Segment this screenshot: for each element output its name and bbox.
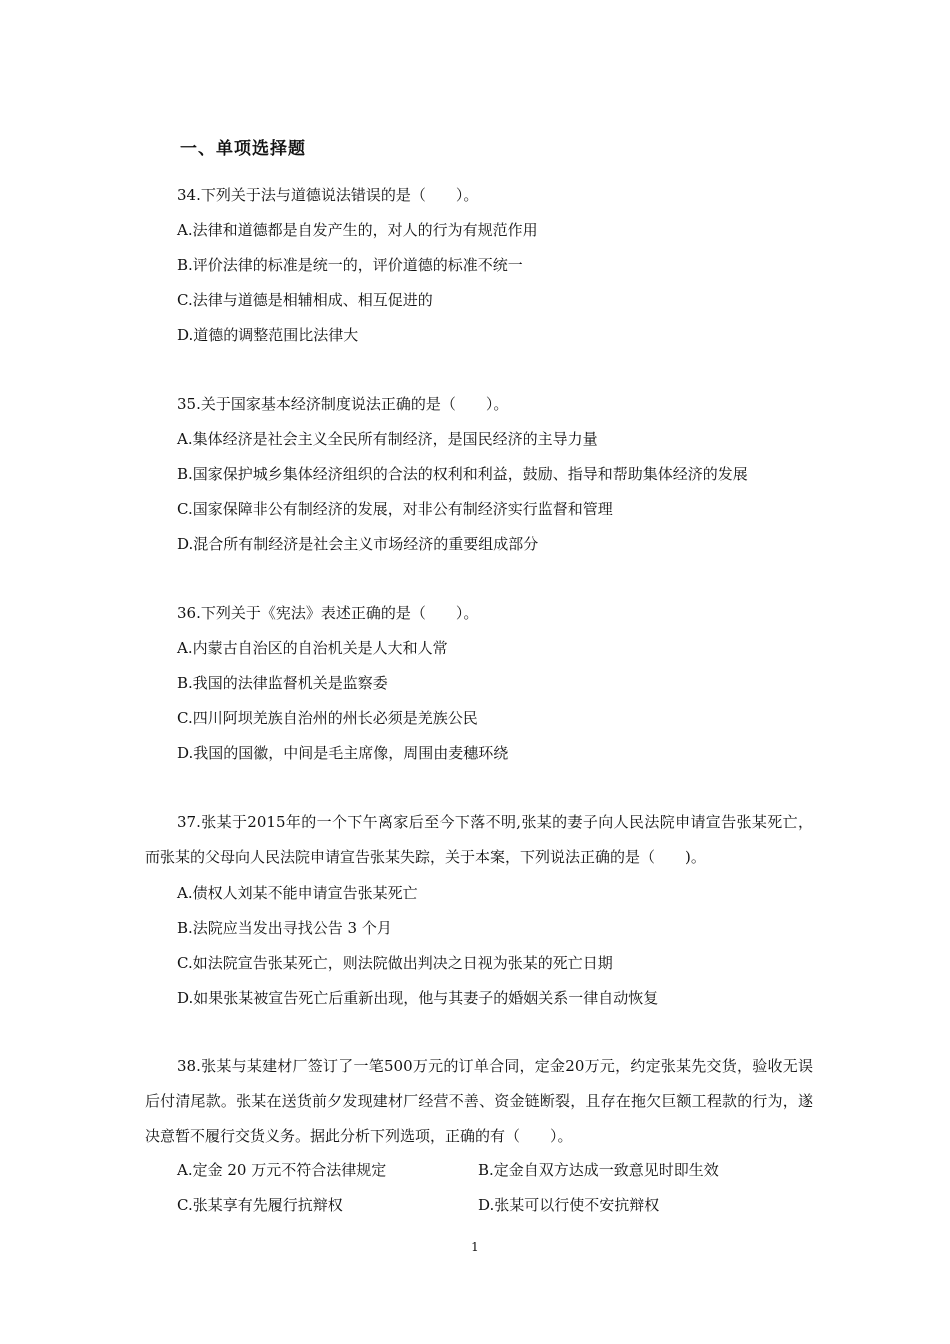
- question-34-option-b: B.评价法律的标准是统一的，评价道德的标准不统一: [177, 256, 523, 274]
- question-38-option-c: C.张某享有先履行抗辩权: [177, 1196, 343, 1214]
- question-34-option-c: C.法律与道德是相辅相成、相互促进的: [177, 291, 433, 309]
- question-36-option-b: B.我国的法律监督机关是监察委: [177, 674, 388, 692]
- question-36-option-c: C.四川阿坝羌族自治州的州长必须是羌族公民: [177, 709, 478, 727]
- question-34-option-d: D.道德的调整范围比法律大: [177, 326, 359, 344]
- question-34-option-a: A.法律和道德都是自发产生的，对人的行为有规范作用: [177, 221, 538, 239]
- question-37-option-a: A.债权人刘某不能申请宣告张某死亡: [177, 884, 418, 902]
- question-37-option-d: D.如果张某被宣告死亡后重新出现，他与其妻子的婚姻关系一律自动恢复: [177, 989, 659, 1007]
- question-38-option-b: B.定金自双方达成一致意见时即生效: [478, 1161, 719, 1179]
- question-37-option-c: C.如法院宣告张某死亡，则法院做出判决之日视为张某的死亡日期: [177, 954, 613, 972]
- question-37-option-b: B.法院应当发出寻找公告 3 个月: [177, 919, 392, 937]
- question-35-option-d: D.混合所有制经济是社会主义市场经济的重要组成部分: [177, 535, 539, 553]
- question-35-stem: 35.关于国家基本经济制度说法正确的是（ ）。: [177, 395, 509, 413]
- question-38-option-a: A.定金 20 万元不符合法律规定: [177, 1161, 387, 1179]
- question-34-stem: 34.下列关于法与道德说法错误的是（ ）。: [177, 186, 479, 204]
- question-38-option-d: D.张某可以行使不安抗辩权: [478, 1196, 660, 1214]
- question-36-option-a: A.内蒙古自治区的自治机关是人大和人常: [177, 639, 448, 657]
- section-title: 一、单项选择题: [180, 139, 306, 159]
- page-number: 1: [471, 1240, 479, 1254]
- question-37-stem: 37.张某于2015年的一个下午离家后至今下落不明,张某的妻子向人民法院申请宣告张某死亡，而张某的父母向人民法院申请宣告张某失踪，关于本案，下列说法正确的是（ )。: [145, 813, 813, 866]
- question-35-option-c: C.国家保障非公有制经济的发展，对非公有制经济实行监督和管理: [177, 500, 613, 518]
- question-35-option-b: B.国家保护城乡集体经济组织的合法的权利和利益，鼓励、指导和帮助集体经济的发展: [177, 465, 748, 483]
- question-36-stem: 36.下列关于《宪法》表述正确的是（ ）。: [177, 604, 479, 622]
- question-35-option-a: A.集体经济是社会主义全民所有制经济，是国民经济的主导力量: [177, 430, 598, 448]
- question-36-option-d: D.我国的国徽，中间是毛主席像，周围由麦穗环绕: [177, 744, 509, 762]
- question-38-stem: 38.张某与某建材厂签订了一笔500万元的订单合同，定金20万元，约定张某先交货，验收无误后付清尾款。张某在送货前夕发现建材厂经营不善、资金链断裂，且存在拖欠巨额工程款的行为，遂决意暂不履行交货义务。据此分析下列选项，正确的有（ ）。: [145, 1057, 813, 1145]
